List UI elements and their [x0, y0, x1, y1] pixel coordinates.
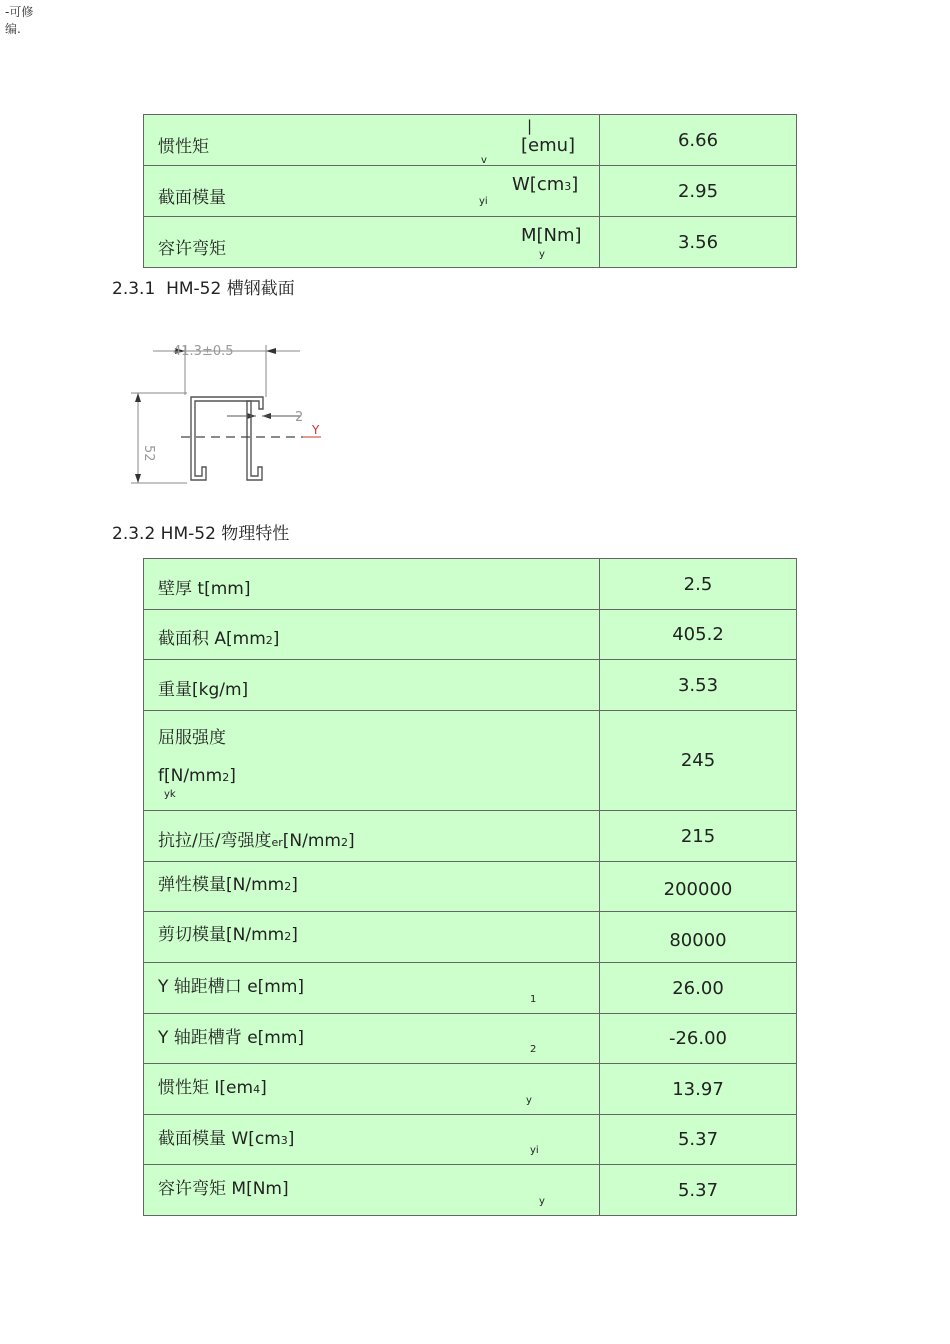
- table-row: [144, 1115, 797, 1165]
- properties-table-top: [143, 114, 797, 268]
- label-cell: [144, 912, 600, 963]
- row-label-top: 屈服强度: [158, 728, 226, 748]
- label-cell: [144, 166, 600, 217]
- row-label: 截面模量 W[cm3]: [158, 1129, 295, 1149]
- subscript: y: [539, 249, 545, 260]
- table-row: [144, 559, 797, 610]
- table-row: [144, 862, 797, 912]
- value-cell: 5.37: [600, 1115, 797, 1165]
- thickness-dimension-label: 2: [295, 410, 304, 425]
- row-label: 惯性矩 I[em4]: [158, 1078, 267, 1098]
- table-row: [144, 166, 797, 217]
- row-label: Y 轴距槽口 e[mm]: [158, 977, 305, 997]
- row-label: 抗拉/压/弯强度er[N/mm2]: [158, 831, 355, 851]
- row-label: 剪切模量[N/mm2]: [158, 925, 298, 945]
- value-cell: 200000: [600, 862, 797, 912]
- value-cell: 6.66: [600, 115, 797, 166]
- subscript: y: [539, 1196, 545, 1207]
- y-axis-label: Y: [312, 423, 320, 437]
- subscript: 1: [530, 994, 537, 1005]
- row-label: f[N/mm2]: [158, 766, 236, 786]
- page-corner-note: [5, 4, 33, 38]
- row-label: 壁厚 t[mm]: [158, 579, 251, 599]
- label-cell: [144, 963, 600, 1014]
- value-cell: 13.97: [600, 1064, 797, 1115]
- label-cell: [144, 1165, 600, 1216]
- value-cell: 2.95: [600, 166, 797, 217]
- subscript: yi: [530, 1145, 539, 1156]
- table-row: [144, 1064, 797, 1115]
- value-cell: 405.2: [600, 610, 797, 660]
- value-cell: 215: [600, 811, 797, 862]
- value-cell: 3.53: [600, 660, 797, 711]
- physical-properties-table: [143, 558, 797, 1216]
- table-row: [144, 711, 797, 811]
- table-row: [144, 912, 797, 963]
- value-cell: 245: [600, 711, 797, 811]
- height-dimension-label: 52: [141, 445, 156, 462]
- value-cell: 2.5: [600, 559, 797, 610]
- width-dimension-label: 41.3±0.5: [173, 344, 234, 359]
- table-row: [144, 217, 797, 268]
- subscript: yk: [164, 789, 176, 800]
- value-cell: -26.00: [600, 1014, 797, 1064]
- table-row: [144, 610, 797, 660]
- table-row: [144, 115, 797, 166]
- channel-section-drawing: [125, 335, 335, 495]
- value-cell: 26.00: [600, 963, 797, 1014]
- corner-line-1: -可修: [5, 5, 34, 19]
- label-cell: [144, 1064, 600, 1115]
- value-cell: 3.56: [600, 217, 797, 268]
- label-cell: [144, 862, 600, 912]
- subscript: v: [481, 155, 487, 166]
- row-label: 截面积 A[mm2]: [158, 629, 280, 649]
- row-label: 截面模量: [158, 188, 226, 208]
- table-row: [144, 1014, 797, 1064]
- table-row: [144, 1165, 797, 1216]
- label-cell: [144, 559, 600, 610]
- unit-text: [emu]: [521, 135, 576, 156]
- label-cell: [144, 711, 600, 811]
- row-label: 弹性模量[N/mm2]: [158, 875, 298, 895]
- row-label: 重量[kg/m]: [158, 680, 249, 700]
- label-cell: [144, 115, 600, 166]
- row-label: 容许弯矩 M[Nm]: [158, 1179, 289, 1199]
- row-label: 容许弯矩: [158, 239, 226, 259]
- table-row: [144, 963, 797, 1014]
- label-cell: [144, 811, 600, 862]
- unit-text: M[Nm]: [521, 225, 582, 246]
- section-heading-231: 2.3.1 HM-52 槽钢截面: [112, 279, 295, 299]
- corner-line-2: 编.: [5, 22, 21, 36]
- unit-text: W[cm3]: [512, 174, 579, 195]
- label-cell: [144, 1014, 600, 1064]
- label-cell: [144, 1115, 600, 1165]
- label-cell: [144, 660, 600, 711]
- table-row: [144, 660, 797, 711]
- value-cell: 5.37: [600, 1165, 797, 1216]
- row-label: Y 轴距槽背 e[mm]: [158, 1028, 305, 1048]
- channel-section-svg: [125, 335, 335, 495]
- symbol-mark: |: [527, 117, 533, 135]
- subscript: yi: [479, 196, 488, 207]
- value-cell: 80000: [600, 912, 797, 963]
- label-cell: [144, 610, 600, 660]
- label-cell: [144, 217, 600, 268]
- table-row: [144, 811, 797, 862]
- row-label: 惯性矩: [158, 137, 209, 157]
- subscript: y: [526, 1095, 532, 1106]
- section-heading-232: 2.3.2 HM-52 物理特性: [112, 524, 290, 544]
- subscript: 2: [530, 1044, 537, 1055]
